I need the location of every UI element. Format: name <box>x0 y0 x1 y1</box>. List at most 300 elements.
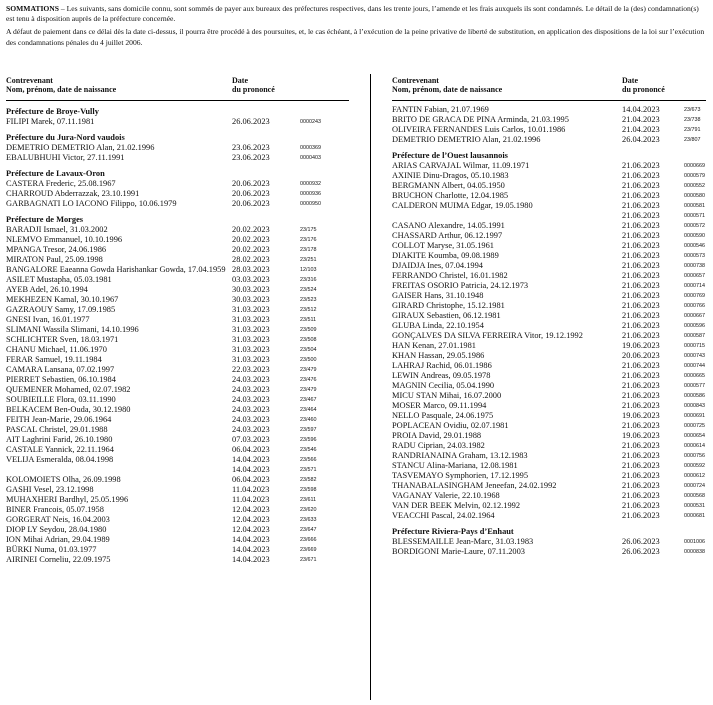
table-row <box>6 525 349 535</box>
table-row <box>392 421 706 431</box>
case-reference: 23/582 <box>300 477 317 483</box>
pronounced-date: 30.03.2023 <box>232 295 270 304</box>
case-reference: 0000531 <box>684 503 705 509</box>
pronounced-date: 21.06.2023 <box>622 251 660 260</box>
table-row <box>392 391 706 401</box>
pronounced-date: 31.03.2023 <box>232 315 270 324</box>
section-title: Préfecture de Morges <box>6 215 84 224</box>
table-row <box>6 365 349 375</box>
table-row <box>392 261 706 271</box>
case-reference: 23/175 <box>300 227 317 233</box>
contrevenant-name: MPANGA Tresor, 24.06.1986 <box>6 245 107 254</box>
table-row <box>6 199 349 209</box>
table-row <box>392 161 706 171</box>
table-row <box>6 355 349 365</box>
case-reference: 23/671 <box>300 557 317 563</box>
table-row <box>6 545 349 555</box>
header-col1-line2: Nom, prénom, date de naissance <box>6 85 117 94</box>
contrevenant-name: DEMETRIO DEMETRIO Alan, 21.02.1996 <box>392 135 541 144</box>
table-row <box>392 221 706 231</box>
pronounced-date: 21.06.2023 <box>622 361 660 370</box>
contrevenant-name: CASANO Alexandre, 14.05.1991 <box>392 221 505 230</box>
table-row <box>6 445 349 455</box>
case-reference: 0000743 <box>684 353 705 359</box>
header-col1-line1: Contrevenant <box>392 76 439 85</box>
case-reference: 0000577 <box>684 383 705 389</box>
section-title: Préfecture Riviera-Pays d’Enhaut <box>392 527 514 536</box>
contrevenant-name: VEACCHI Pascal, 24.02.1964 <box>392 511 495 520</box>
pronounced-date: 21.06.2023 <box>622 401 660 410</box>
table-row <box>392 401 706 411</box>
table-row <box>392 331 706 341</box>
pronounced-date: 20.02.2023 <box>232 235 270 244</box>
table-row <box>392 341 706 351</box>
contrevenant-name: MIRATON Paul, 25.09.1998 <box>6 255 103 264</box>
contrevenant-name: VAGANAY Valerie, 22.10.1968 <box>392 491 500 500</box>
table-row <box>392 231 706 241</box>
case-reference: 23/523 <box>300 297 317 303</box>
case-reference: 0000587 <box>684 333 705 339</box>
table-row <box>6 395 349 405</box>
contrevenant-name: OLIVEIRA FERNANDES Luis Carlos, 10.01.1986 <box>392 125 566 134</box>
case-reference: 0000590 <box>684 233 705 239</box>
contrevenant-name: DIOP LY Seydou, 28.04.1980 <box>6 525 107 534</box>
contrevenant-name: MAGNIN Cecilia, 05.04.1990 <box>392 381 495 390</box>
contrevenant-name: PASCAL Christel, 29.01.1988 <box>6 425 108 434</box>
case-reference: 0000744 <box>684 363 705 369</box>
table-row <box>6 405 349 415</box>
table-row <box>6 385 349 395</box>
case-reference: 0000657 <box>684 273 705 279</box>
table-row <box>392 351 706 361</box>
table-row <box>6 143 349 153</box>
pronounced-date-2: 14.04.2023 <box>232 465 270 474</box>
case-reference: 23/598 <box>300 487 317 493</box>
intro-paragraph-1 <box>6 4 706 24</box>
contrevenant-name: CASTERA Frederic, 25.08.1967 <box>6 179 116 188</box>
case-reference: 23/620 <box>300 507 317 513</box>
case-reference: 23/504 <box>300 347 317 353</box>
pronounced-date: 21.06.2023 <box>622 221 660 230</box>
table-row <box>392 537 706 547</box>
contrevenant-name: SLIMANI Wassila Slimani, 14.10.1996 <box>6 325 139 334</box>
pronounced-date: 30.03.2023 <box>232 285 270 294</box>
table-row <box>392 105 706 115</box>
case-reference: 0000715 <box>684 343 705 349</box>
case-reference: 23/460 <box>300 417 317 423</box>
pronounced-date: 20.06.2023 <box>232 179 270 188</box>
contrevenant-name: BELKACEM Ben-Ouda, 30.12.1980 <box>6 405 131 414</box>
contrevenant-name: CHASSARD Arthur, 06.12.1997 <box>392 231 503 240</box>
case-reference: 23/566 <box>300 457 317 463</box>
pronounced-date: 21.04.2023 <box>622 125 660 134</box>
table-row <box>6 435 349 445</box>
pronounced-date: 12.04.2023 <box>232 505 270 514</box>
pronounced-date: 14.04.2023 <box>232 555 270 564</box>
contrevenant-name: NELLO Pasquale, 24.06.1975 <box>392 411 494 420</box>
contrevenant-name: LEWIN Andreas, 09.05.1978 <box>392 371 491 380</box>
pronounced-date: 26.06.2023 <box>622 537 660 546</box>
case-reference: 0000654 <box>684 433 705 439</box>
contrevenant-name: QUEMENER Mohamed, 02.07.1982 <box>6 385 131 394</box>
table-row <box>392 431 706 441</box>
pronounced-date: 21.06.2023 <box>622 471 660 480</box>
case-reference: 0000843 <box>684 403 705 409</box>
contrevenant-name: ARIAS CARVAJAL Wilmar, 11.09.1971 <box>392 161 530 170</box>
column-separator <box>370 74 371 700</box>
pronounced-date: 21.06.2023 <box>622 391 660 400</box>
case-reference: 0000725 <box>684 423 705 429</box>
pronounced-date: 24.03.2023 <box>232 395 270 404</box>
case-reference: 23/738 <box>684 117 701 123</box>
section-title: Préfecture de Lavaux-Oron <box>6 169 105 178</box>
contrevenant-name: POPLACEAN Ovidiu, 02.07.1981 <box>392 421 509 430</box>
table-header <box>6 74 349 101</box>
case-reference: 23/511 <box>300 317 317 323</box>
case-reference: 23/512 <box>300 307 317 313</box>
case-reference: 0000756 <box>684 453 705 459</box>
case-reference: 23/673 <box>684 107 701 113</box>
table-row <box>6 153 349 163</box>
case-reference: 0000546 <box>684 243 705 249</box>
contrevenant-name: KOLOMOIETS Olha, 26.09.1998 <box>6 475 121 484</box>
contrevenant-name: PIERRET Sebastien, 06.10.1984 <box>6 375 116 384</box>
header-date <box>622 76 665 94</box>
contrevenant-name: AXINIE Dinu-Dragos, 05.10.1983 <box>392 171 509 180</box>
case-reference: 23/500 <box>300 357 317 363</box>
pronounced-date: 12.04.2023 <box>232 525 270 534</box>
contrevenant-name: MICU STAN Mihai, 16.07.2000 <box>392 391 502 400</box>
header-col1-line2: Nom, prénom, date de naissance <box>392 85 503 94</box>
case-reference: 23/479 <box>300 367 317 373</box>
contrevenant-name: GAISER Hans, 31.10.1948 <box>392 291 484 300</box>
pronounced-date: 31.03.2023 <box>232 335 270 344</box>
pronounced-date: 21.06.2023 <box>622 421 660 430</box>
pronounced-date: 21.06.2023 <box>622 461 660 470</box>
contrevenant-name: BARADJI Ismael, 31.03.2002 <box>6 225 108 234</box>
case-reference-2: 23/571 <box>300 467 317 473</box>
table-row <box>392 381 706 391</box>
pronounced-date: 20.02.2023 <box>232 245 270 254</box>
contrevenant-name: GNESI Ivan, 16.01.1977 <box>6 315 90 324</box>
case-reference: 0000614 <box>684 443 705 449</box>
pronounced-date: 14.04.2023 <box>232 545 270 554</box>
case-reference: 23/464 <box>300 407 317 413</box>
case-reference: 0000936 <box>300 191 321 197</box>
case-reference: 23/791 <box>684 127 701 133</box>
case-reference: 0000243 <box>300 119 321 125</box>
case-reference: 0000838 <box>684 549 705 555</box>
pronounced-date: 07.03.2023 <box>232 435 270 444</box>
contrevenant-name: FERAR Samuel, 19.11.1984 <box>6 355 102 364</box>
case-reference: 0000932 <box>300 181 321 187</box>
table-row <box>392 451 706 461</box>
table-row <box>392 251 706 261</box>
case-reference: 0000669 <box>684 163 705 169</box>
case-reference: 0000724 <box>684 483 705 489</box>
pronounced-date: 28.03.2023 <box>232 265 270 274</box>
table-row <box>6 117 349 127</box>
table-row <box>6 425 349 435</box>
left-list <box>6 107 349 565</box>
table-row <box>392 311 706 321</box>
pronounced-date: 12.04.2023 <box>232 515 270 524</box>
pronounced-date: 21.06.2023 <box>622 181 660 190</box>
pronounced-date: 14.04.2023 <box>232 535 270 544</box>
pronounced-date: 21.06.2023 <box>622 501 660 510</box>
table-row <box>392 547 706 557</box>
case-reference: 0000667 <box>684 313 705 319</box>
contrevenant-name: VELIJA Esmeralda, 08.04.1998 <box>6 455 114 464</box>
case-reference: 0000568 <box>684 493 705 499</box>
contrevenant-name: SOUBIEILLE Flora, 03.11.1990 <box>6 395 116 404</box>
contrevenant-name: DJAIDJA Ines, 07.04.1994 <box>392 261 483 270</box>
left-column <box>6 74 349 565</box>
case-reference: 23/508 <box>300 337 317 343</box>
contrevenant-name: BÜRKI Numa, 01.03.1977 <box>6 545 97 554</box>
contrevenant-name: KHAN Hassan, 29.05.1986 <box>392 351 485 360</box>
table-row <box>392 115 706 125</box>
contrevenant-name: VAN DER BEEK Melvin, 02.12.1992 <box>392 501 521 510</box>
pronounced-date: 31.03.2023 <box>232 325 270 334</box>
case-reference: 0000573 <box>684 253 705 259</box>
pronounced-date: 24.03.2023 <box>232 425 270 434</box>
pronounced-date: 21.06.2023 <box>622 191 660 200</box>
pronounced-date: 21.06.2023 <box>622 491 660 500</box>
table-row <box>392 361 706 371</box>
table-row <box>392 241 706 251</box>
contrevenant-name: DEMETRIO DEMETRIO Alan, 21.02.1996 <box>6 143 155 152</box>
table-row <box>6 515 349 525</box>
pronounced-date: 06.04.2023 <box>232 445 270 454</box>
pronounced-date-2: 21.06.2023 <box>622 211 660 220</box>
section-title: Préfecture du Jura-Nord vaudois <box>6 133 125 142</box>
table-row <box>6 179 349 189</box>
case-reference: 0001006 <box>684 539 705 545</box>
case-reference: 0000579 <box>684 173 705 179</box>
pronounced-date: 21.06.2023 <box>622 161 660 170</box>
table-row <box>392 441 706 451</box>
pronounced-date: 20.06.2023 <box>622 351 660 360</box>
pronounced-date: 19.06.2023 <box>622 431 660 440</box>
pronounced-date: 24.03.2023 <box>232 375 270 384</box>
pronounced-date: 21.06.2023 <box>622 231 660 240</box>
case-reference: 23/633 <box>300 517 317 523</box>
table-row <box>392 461 706 471</box>
case-reference: 0000596 <box>684 323 705 329</box>
pronounced-date: 21.06.2023 <box>622 171 660 180</box>
contrevenant-name: GAZRAOUY Samy, 17.09.1985 <box>6 305 116 314</box>
pronounced-date: 21.06.2023 <box>622 371 660 380</box>
pronounced-date: 21.06.2023 <box>622 291 660 300</box>
table-row <box>392 125 706 135</box>
intro-paragraph-1-text: – Les suivants, sans domicile connu, sont sommés de payer aux bureaux des préfectures respectives, dans les trente jours, l’amende et les frais auxquels ils sont condamnés. Le détail de la (des) condamnation(s) est tenu à disposition auprès de la préfecture concernée. <box>6 4 699 24</box>
contrevenant-name: NLEMVO Emmanuel, 10.10.1996 <box>6 235 123 244</box>
table-row <box>6 325 349 335</box>
table-row <box>392 511 706 521</box>
contrevenant-name: MUHAXHERI Bardhyl, 25.05.1996 <box>6 495 129 504</box>
pronounced-date: 21.06.2023 <box>622 311 660 320</box>
pronounced-date: 21.06.2023 <box>622 441 660 450</box>
case-reference: 23/509 <box>300 327 317 333</box>
contrevenant-name: FERRANDO Christel, 16.01.1982 <box>392 271 508 280</box>
pronounced-date: 19.06.2023 <box>622 411 660 420</box>
contrevenant-name: MEKHEZEN Kamal, 30.10.1967 <box>6 295 119 304</box>
case-reference: 12/103 <box>300 267 317 273</box>
case-reference: 0000612 <box>684 473 705 479</box>
case-reference: 23/597 <box>300 427 317 433</box>
case-reference: 23/524 <box>300 287 317 293</box>
table-row <box>6 315 349 325</box>
case-reference: 23/316 <box>300 277 317 283</box>
table-row <box>6 475 349 485</box>
case-reference: 0000766 <box>684 303 705 309</box>
header-date <box>232 76 275 94</box>
contrevenant-name: GONÇALVES DA SILVA FERREIRA Vitor, 19.12.1992 <box>392 331 583 340</box>
sommations-label: SOMMATIONS <box>6 4 60 13</box>
table-row <box>392 191 706 201</box>
section-title: Préfecture de Broye-Vully <box>6 107 99 116</box>
contrevenant-name: TASVEMAYO Symphorien, 17.12.1995 <box>392 471 529 480</box>
intro-paragraph-2: A défaut de paiement dans ce délai dès la date ci-dessus, il pourra être procédé à des poursuites, et, le cas échéant, à l’exécution de la peine privative de liberté de substitution, en application des dispositions de la loi sur l’exécution des condamnations pénales du 4 juillet 2006. <box>6 27 705 47</box>
section-title: Préfecture de l’Ouest lausannois <box>392 151 508 160</box>
contrevenant-name: FEITH Jean-Marie, 29.06.1964 <box>6 415 112 424</box>
pronounced-date: 21.06.2023 <box>622 301 660 310</box>
case-reference: 23/467 <box>300 397 317 403</box>
pronounced-date: 26.06.2023 <box>232 117 270 126</box>
case-reference: 0000691 <box>684 413 705 419</box>
contrevenant-name: MOSER Marco, 09.11.1994 <box>392 401 487 410</box>
contrevenant-name: BRUCHON Charlotte, 12.04.1985 <box>392 191 509 200</box>
table-row <box>392 481 706 491</box>
contrevenant-name: BLESSEMAILLE Jean-Marc, 31.03.1983 <box>392 537 534 546</box>
case-reference: 23/647 <box>300 527 317 533</box>
case-reference: 0000738 <box>684 263 705 269</box>
case-reference: 0000592 <box>684 463 705 469</box>
pronounced-date: 21.06.2023 <box>622 511 660 520</box>
table-row <box>6 555 349 565</box>
contrevenant-name: CAMARA Lansana, 07.02.1997 <box>6 365 115 374</box>
contrevenant-name: FANTIN Fabian, 21.07.1969 <box>392 105 489 114</box>
table-row <box>392 171 706 181</box>
pronounced-date: 23.06.2023 <box>232 153 270 162</box>
pronounced-date: 24.03.2023 <box>232 385 270 394</box>
case-reference: 0000552 <box>684 183 705 189</box>
pronounced-date: 24.03.2023 <box>232 405 270 414</box>
header-col1-line1: Contrevenant <box>6 76 53 85</box>
case-reference: 0000681 <box>684 513 705 519</box>
table-row <box>6 485 349 495</box>
table-row <box>392 321 706 331</box>
pronounced-date: 21.06.2023 <box>622 451 660 460</box>
table-row <box>6 345 349 355</box>
contrevenant-name: FREITAS OSORIO Patricia, 24.12.1973 <box>392 281 529 290</box>
table-row <box>6 255 349 265</box>
case-reference: 23/807 <box>684 137 701 143</box>
pronounced-date: 21.06.2023 <box>622 481 660 490</box>
case-reference: 23/178 <box>300 247 317 253</box>
pronounced-date: 14.04.2023 <box>622 105 660 114</box>
pronounced-date: 21.06.2023 <box>622 331 660 340</box>
pronounced-date: 23.06.2023 <box>232 143 270 152</box>
pronounced-date: 20.02.2023 <box>232 225 270 234</box>
table-row <box>6 375 349 385</box>
header-contrevenant <box>6 76 116 94</box>
pronounced-date: 21.06.2023 <box>622 381 660 390</box>
contrevenant-name: HAN Kenan, 27.01.1981 <box>392 341 476 350</box>
table-row <box>6 305 349 315</box>
contrevenant-name: BRITO DE GRACA DE PINA Arminda, 21.03.1995 <box>392 115 569 124</box>
header-contrevenant <box>392 76 502 94</box>
intro-text <box>6 4 706 51</box>
case-reference: 23/611 <box>300 497 317 503</box>
contrevenant-name: CHARROUD Abderrazzak, 23.10.1991 <box>6 189 140 198</box>
contrevenant-name: LAHRAJ Rachid, 06.01.1986 <box>392 361 492 370</box>
contrevenant-name: GORGERAT Neis, 16.04.2003 <box>6 515 110 524</box>
pronounced-date: 14.04.2023 <box>232 455 270 464</box>
table-row <box>392 491 706 501</box>
contrevenant-name: CHANU Michael, 11.06.1970 <box>6 345 107 354</box>
case-reference: 0000580 <box>684 193 705 199</box>
pronounced-date: 21.06.2023 <box>622 201 660 210</box>
pronounced-date: 26.04.2023 <box>622 135 660 144</box>
header-col2-line1: Date <box>232 76 248 85</box>
contrevenant-name: GASHI Vesel, 23.12.1998 <box>6 485 94 494</box>
table-row <box>392 291 706 301</box>
table-row <box>392 411 706 421</box>
contrevenant-name: STANCU Alina-Mariana, 12.08.1981 <box>392 461 518 470</box>
case-reference: 0000586 <box>684 393 705 399</box>
table-row <box>392 135 706 145</box>
table-row <box>6 245 349 255</box>
contrevenant-name: RANDRIANAINA Graham, 13.12.1983 <box>392 451 528 460</box>
contrevenant-name: CALDERON MUIMA Edgar, 19.05.1980 <box>392 201 533 210</box>
contrevenant-name: GLUBA Linda, 22.10.1954 <box>392 321 484 330</box>
contrevenant-name: ASILET Mustapha, 05.03.1981 <box>6 275 112 284</box>
pronounced-date: 20.06.2023 <box>232 189 270 198</box>
contrevenant-name: BANGALORE Eaeanna Gowda Harishankar Gowda, 17.04.1959 <box>6 265 226 274</box>
case-reference: 23/546 <box>300 447 317 453</box>
contrevenant-name: PROIA David, 29.01.1988 <box>392 431 482 440</box>
contrevenant-name: GIRAUX Sebastien, 06.12.1981 <box>392 311 501 320</box>
table-row <box>392 501 706 511</box>
case-reference: 23/666 <box>300 537 317 543</box>
case-reference: 23/596 <box>300 437 317 443</box>
contrevenant-name: BERGMANN Albert, 04.05.1950 <box>392 181 505 190</box>
contrevenant-name: EBALUBHUHI Victor, 27.11.1991 <box>6 153 125 162</box>
case-reference: 0000950 <box>300 201 321 207</box>
case-reference: 0000581 <box>684 203 705 209</box>
table-row <box>6 535 349 545</box>
case-reference: 23/479 <box>300 387 317 393</box>
header-col2-line2: du prononcé <box>232 85 275 94</box>
contrevenant-name: AIT Laghrini Farid, 26.10.1980 <box>6 435 113 444</box>
pronounced-date: 19.06.2023 <box>622 341 660 350</box>
table-row <box>392 471 706 481</box>
table-row <box>392 281 706 291</box>
pronounced-date: 21.06.2023 <box>622 241 660 250</box>
contrevenant-name: GARBAGNATI LO IACONO Filippo, 10.06.1979 <box>6 199 177 208</box>
table-row <box>392 301 706 311</box>
contrevenant-name: DIAKITE Koumba, 09.08.1989 <box>392 251 499 260</box>
contrevenant-name: AIRINEI Corneliu, 22.09.1975 <box>6 555 111 564</box>
case-reference: 23/251 <box>300 257 317 263</box>
contrevenant-name: BORDIGONI Marie-Laure, 07.11.2003 <box>392 547 525 556</box>
contrevenant-name: GIRARD Christophe, 15.12.1981 <box>392 301 505 310</box>
table-row <box>6 495 349 505</box>
pronounced-date: 24.03.2023 <box>232 415 270 424</box>
pronounced-date: 03.03.2023 <box>232 275 270 284</box>
